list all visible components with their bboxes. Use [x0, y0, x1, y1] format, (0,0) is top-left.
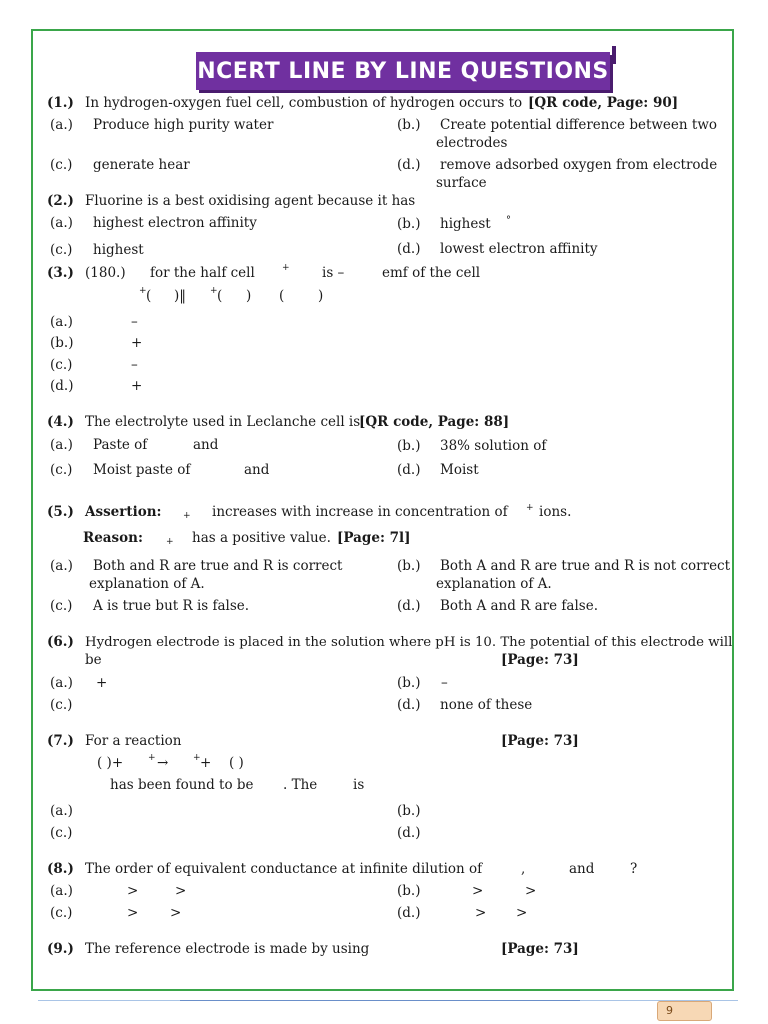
- q6-c-label: (c.): [50, 697, 73, 713]
- q5-d-text: Both A and R are false.: [440, 598, 598, 614]
- q8-d-gt1: >: [475, 905, 487, 921]
- q5-assertion-text: increases with increase in concentration of: [212, 504, 508, 520]
- q5-assertion-end: ions.: [539, 504, 572, 520]
- q7-line2-c: is: [353, 777, 365, 793]
- q1-b-line1: Create potential difference between two: [440, 117, 718, 133]
- q8-d-gt2: >: [516, 905, 528, 921]
- page-number: 9: [657, 1001, 712, 1021]
- q4-a-label: (a.): [50, 437, 73, 453]
- q5-number: (5.): [47, 504, 74, 520]
- q1-ref: [QR code, Page: 90]: [528, 95, 679, 111]
- q5-c-text: A is true but R is false.: [93, 598, 250, 614]
- q7-a-label: (a.): [50, 803, 73, 819]
- q8-c-label: (c.): [50, 905, 73, 921]
- q4-a-text: Paste of: [93, 437, 148, 453]
- q3-b-sign: +: [131, 335, 143, 351]
- q4-c-text: Moist paste of: [93, 462, 191, 478]
- q7-rxn-1: ( )+: [97, 755, 124, 771]
- q7-rxn-plus: +: [200, 755, 212, 771]
- q4-number: (4.): [47, 414, 74, 430]
- q1-d-line1: remove adsorbed oxygen from electrode: [440, 157, 718, 173]
- q9-text: The reference electrode is made by using: [85, 941, 370, 957]
- q7-line2-a: has been found to be: [110, 777, 254, 793]
- q4-c-and: and: [244, 462, 270, 478]
- q1-c-label: (c.): [50, 157, 73, 173]
- q1-d-label: (d.): [397, 157, 421, 173]
- q3-cell-p5: (: [279, 288, 285, 304]
- q5-reason-ref: [Page: 7l]: [337, 530, 411, 546]
- q4-d-label: (d.): [397, 462, 421, 478]
- q7-ref: [Page: 73]: [501, 733, 579, 749]
- q2-c-label: (c.): [50, 242, 73, 258]
- q8-text: The order of equivalent conductance at infinite dilution of: [85, 861, 483, 877]
- section-banner: [196, 52, 610, 90]
- q5-b-line2: explanation of A.: [436, 576, 552, 592]
- q5-b-line1: Both A and R are true and R is not correct: [440, 558, 731, 574]
- q3-c-sign: –: [131, 357, 138, 373]
- q3-number: (3.): [47, 265, 74, 281]
- q8-b-gt1: >: [472, 883, 484, 899]
- q5-assertion-label: Assertion:: [85, 504, 162, 520]
- q8-b-gt2: >: [525, 883, 537, 899]
- q1-d-line2: surface: [436, 175, 487, 191]
- q7-rxn-2: ( ): [229, 755, 244, 771]
- q2-number: (2.): [47, 193, 74, 209]
- footer-divider-accent: [180, 1000, 580, 1001]
- q4-b-label: (b.): [397, 438, 421, 454]
- q7-b-label: (b.): [397, 803, 421, 819]
- q3-b-label: (b.): [50, 335, 74, 351]
- q2-a-text: highest electron affinity: [93, 215, 257, 231]
- q3-cell-p1: (: [146, 288, 152, 304]
- q7-line2-b: . The: [283, 777, 318, 793]
- q6-line1: Hydrogen electrode is placed in the solution where pH is 10. The potential of this electrode will: [85, 635, 733, 650]
- q5-b-label: (b.): [397, 558, 421, 574]
- q3-text-a: for the half cell: [150, 265, 255, 281]
- q5-assertion-sub: +: [183, 511, 191, 521]
- q4-b-text: 38% solution of: [440, 438, 547, 454]
- q7-c-label: (c.): [50, 825, 73, 841]
- q3-text-c: emf of the cell: [382, 265, 481, 281]
- q3-cell-p3: (: [217, 288, 223, 304]
- q8-a-label: (a.): [50, 883, 73, 899]
- q4-ref: [QR code, Page: 88]: [359, 414, 510, 430]
- q5-c-label: (c.): [50, 598, 73, 614]
- q3-sup: +: [282, 263, 290, 273]
- q8-comma: ,: [521, 861, 526, 877]
- q5-assertion-sup: +: [526, 503, 534, 513]
- q8-a-gt2: >: [175, 883, 187, 899]
- banner-title: NCERT LINE BY LINE QUESTIONS: [197, 58, 609, 84]
- q5-d-label: (d.): [397, 598, 421, 614]
- q2-d-text: lowest electron affinity: [440, 241, 598, 257]
- q2-d-label: (d.): [397, 241, 421, 257]
- q3-cell-p2: )‖: [174, 288, 187, 304]
- q2-b-text: highest: [440, 216, 491, 232]
- q7-rxn-arrow: →: [157, 755, 169, 771]
- q8-number: (8.): [47, 861, 74, 877]
- q8-question-mark: ?: [630, 861, 638, 877]
- q1-b-label: (b.): [397, 117, 421, 133]
- q1-number: (1.): [47, 95, 74, 111]
- q6-number: (6.): [47, 634, 74, 650]
- q6-b-label: (b.): [397, 675, 421, 691]
- q9-ref: [Page: 73]: [501, 941, 579, 957]
- q6-d-text: none of these: [440, 697, 533, 713]
- q5-reason-text: has a positive value.: [192, 530, 331, 546]
- q5-a-line1: Both and R are true and R is correct: [93, 558, 343, 574]
- q3-cell-sup1: +: [139, 286, 147, 296]
- q6-a-label: (a.): [50, 675, 73, 691]
- banner-fold: [612, 46, 616, 64]
- q2-text: Fluorine is a best oxidising agent because it has: [85, 193, 416, 209]
- q1-c-text: generate hear: [93, 157, 190, 173]
- q1-b-line2: electrodes: [436, 135, 508, 151]
- q7-rxn-sup2: +: [193, 753, 201, 763]
- q7-d-label: (d.): [397, 825, 421, 841]
- q3-cell-p6: ): [318, 288, 324, 304]
- q6-ref: [Page: 73]: [501, 652, 579, 668]
- q3-cell-sup2: +: [210, 286, 218, 296]
- q8-c-gt1: >: [127, 905, 139, 921]
- q4-d-text: Moist: [440, 462, 479, 478]
- q2-b-degree: °: [506, 215, 511, 226]
- q3-d-label: (d.): [50, 378, 74, 394]
- q3-d-sign: +: [131, 378, 143, 394]
- q4-a-and: and: [193, 437, 219, 453]
- q4-text: The electrolyte used in Leclanche cell is: [85, 414, 361, 430]
- q8-b-label: (b.): [397, 883, 421, 899]
- q5-a-label: (a.): [50, 558, 73, 574]
- q3-text-b: is –: [322, 265, 345, 281]
- q1-a-text: Produce high purity water: [93, 117, 274, 133]
- q7-rxn-sup1: +: [148, 753, 156, 763]
- q2-c-text: highest: [93, 242, 144, 258]
- q6-b-sign: –: [441, 675, 448, 691]
- q8-d-label: (d.): [397, 905, 421, 921]
- q4-c-label: (c.): [50, 462, 73, 478]
- q3-year: (180.): [85, 265, 126, 281]
- q2-b-label: (b.): [397, 216, 421, 232]
- q1-text: In hydrogen-oxygen fuel cell, combustion of hydrogen occurs to: [85, 95, 523, 111]
- q6-line2: be: [85, 652, 102, 668]
- q5-a-line2: explanation of A.: [89, 576, 205, 592]
- q5-reason-label: Reason:: [83, 530, 143, 546]
- q8-and: and: [569, 861, 595, 877]
- q7-text: For a reaction: [85, 733, 182, 749]
- q3-a-sign: –: [131, 314, 138, 330]
- q6-d-label: (d.): [397, 697, 421, 713]
- q3-c-label: (c.): [50, 357, 73, 373]
- q6-a-sign: +: [96, 675, 108, 691]
- q9-number: (9.): [47, 941, 74, 957]
- q3-a-label: (a.): [50, 314, 73, 330]
- q5-reason-sub: +: [166, 537, 174, 547]
- q1-a-label: (a.): [50, 117, 73, 133]
- q2-a-label: (a.): [50, 215, 73, 231]
- q8-c-gt2: >: [170, 905, 182, 921]
- q7-number: (7.): [47, 733, 74, 749]
- q8-a-gt1: >: [127, 883, 139, 899]
- q3-cell-p4: ): [246, 288, 252, 304]
